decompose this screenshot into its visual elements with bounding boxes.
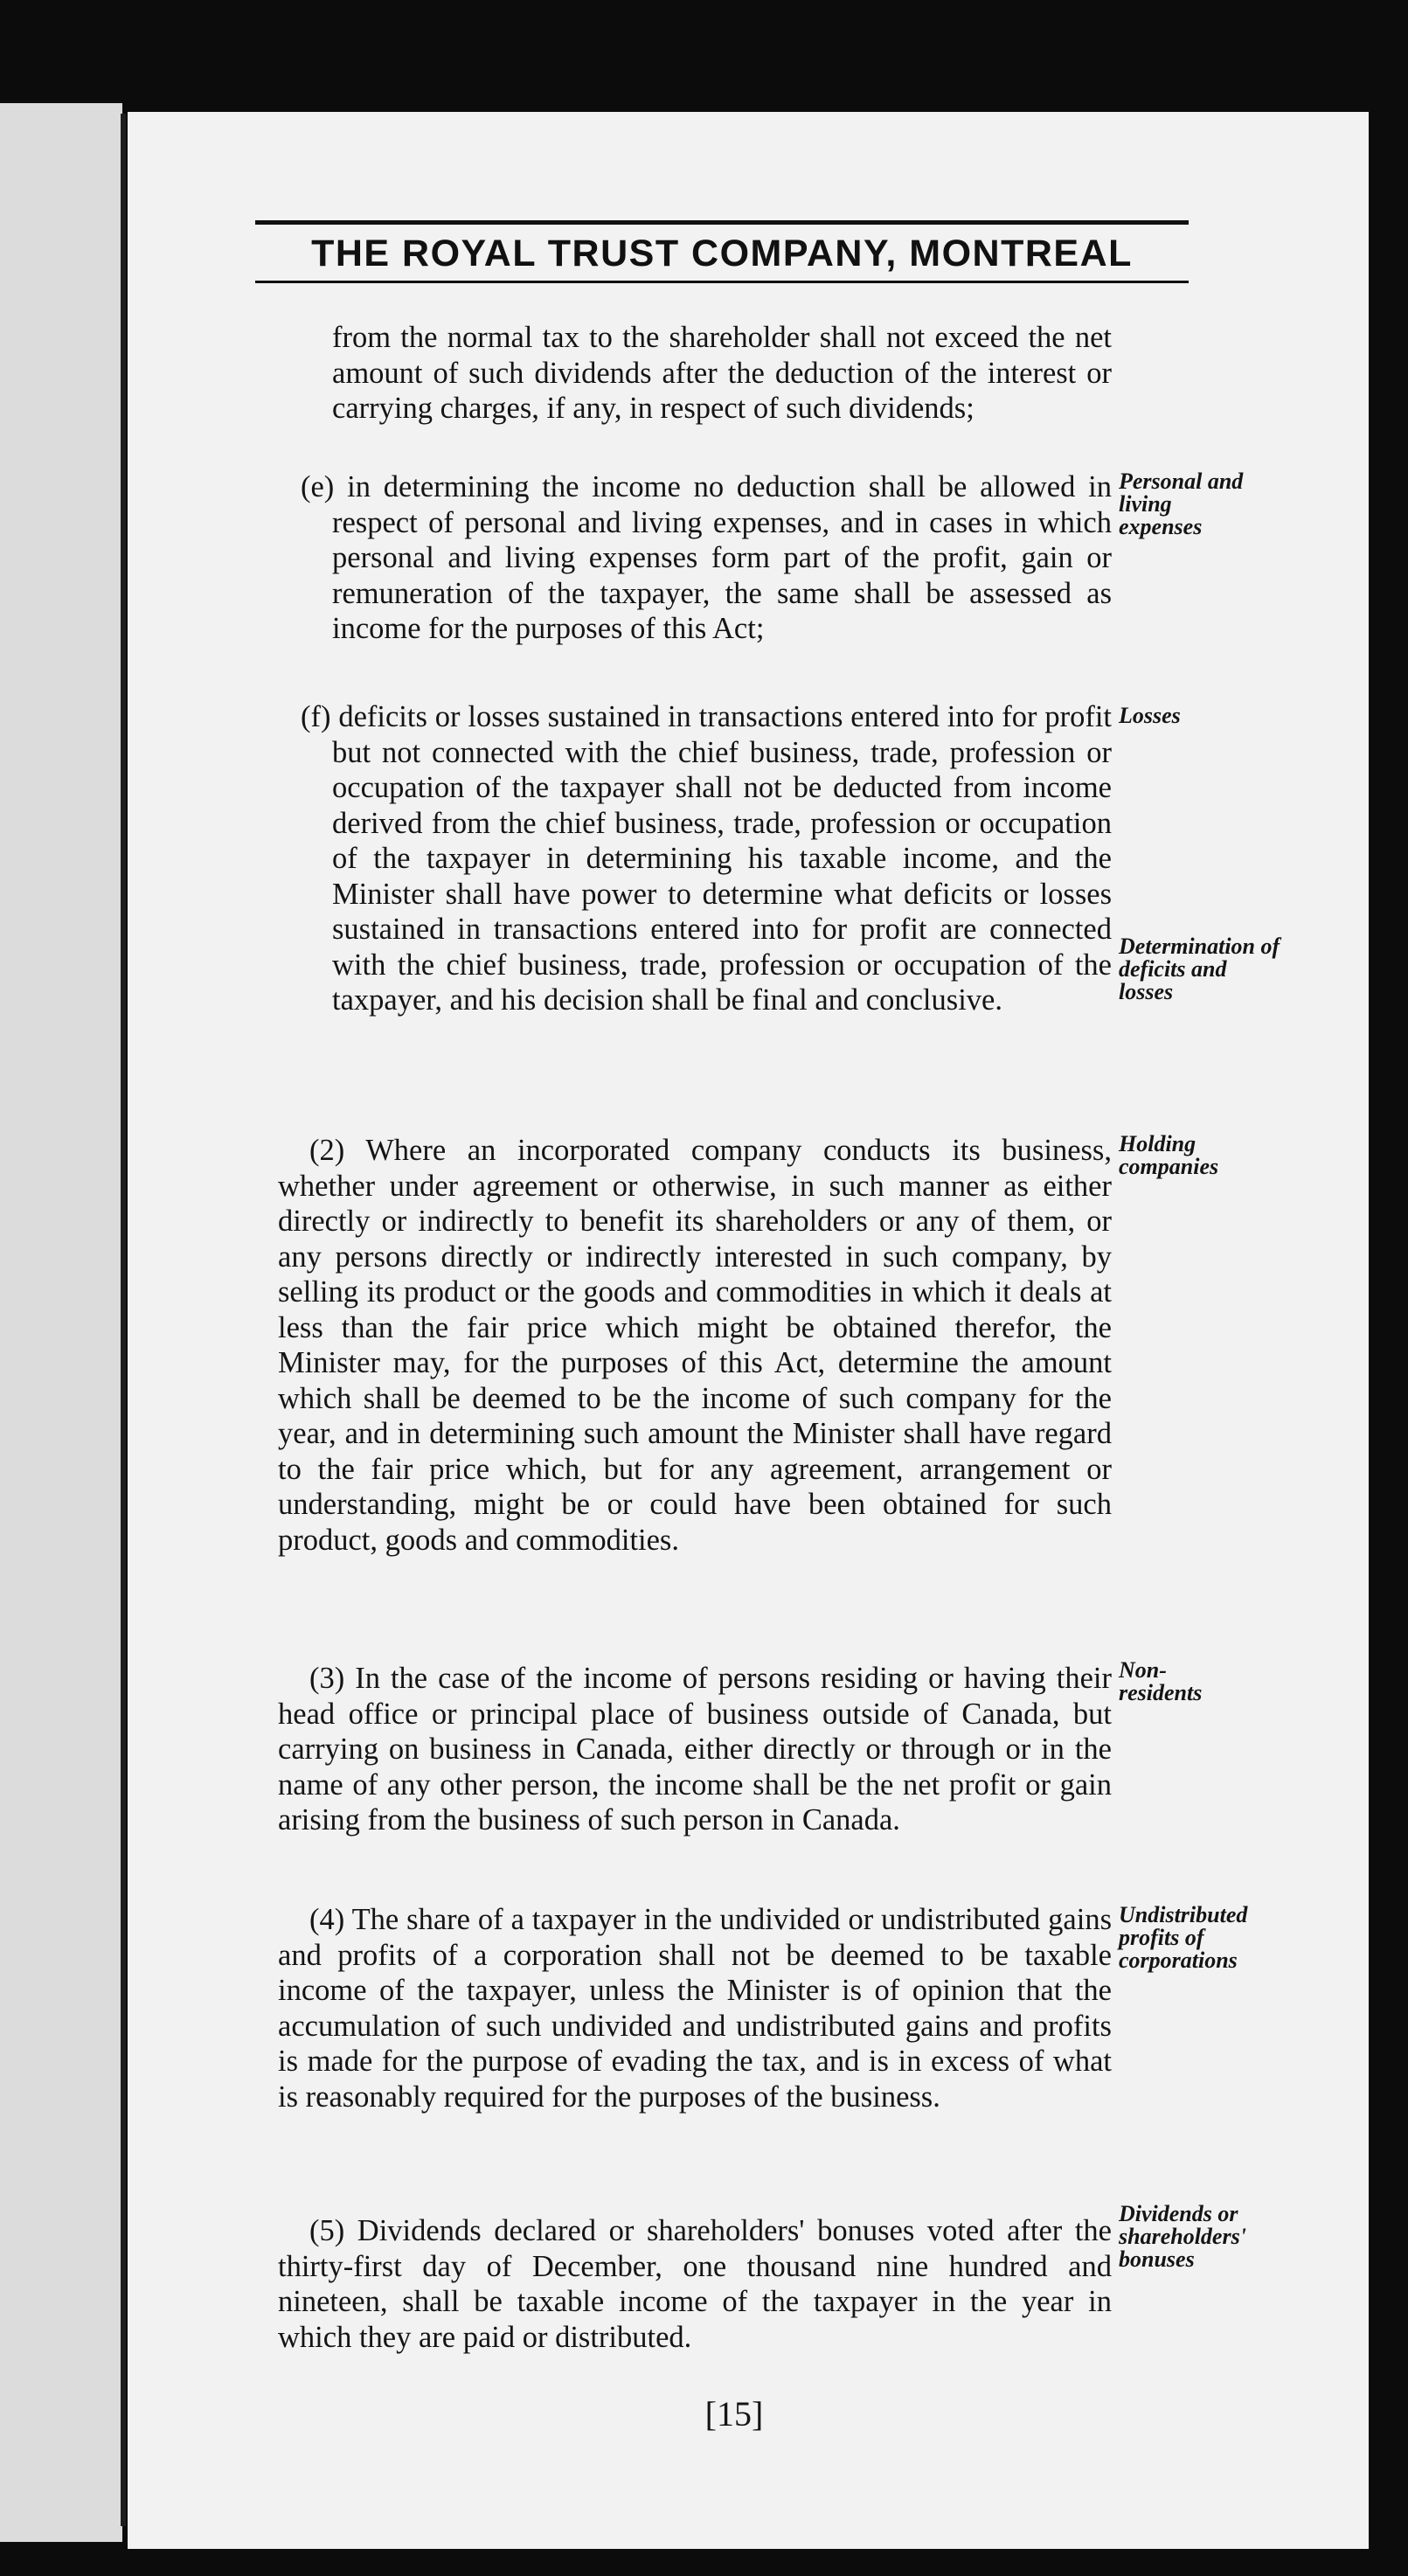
- paragraph-text: (f) deficits or losses sustained in transactions entered into for profit but not connected with the chief business, trade, profession or occupation of the taxpayer shall not be deducted from income derived from the chief business, trade, profession or occupation of the taxpayer in determining his taxable income, and the Minister shall have power to determine what deficits or losses sustained in transactions entered into for profit are connected with the chief business, trade, profession or occupation of the taxpayer, and his decision shall be final and conclusive.: [301, 700, 1112, 1017]
- header-title: THE ROYAL TRUST COMPANY, MONTREAL: [311, 233, 1133, 274]
- subsection-4: [278, 1902, 1112, 2114]
- margin-note-holding: Holding companies: [1119, 1131, 1219, 1179]
- page-number: [15]: [704, 2394, 764, 2434]
- paragraph-text: (2) Where an incorporated company conducts its business, whether under agreement or otherwise, in such manner as either directly or indirectly to benefit its shareholders or any of them, or any persons directly or indirectly interested in such company, by selling its product or the goods and commodities in which it deals at less than the fair price which might be obtained therefor, the Minister may, for the purposes of this Act, determine the amount which shall be deemed to be the income of such company for the year, and in determining such amount the Minister shall have regard to the fair price which, but for any agreement, arrangement or understanding, might be or could have been obtained for such product, goods and commodities.: [278, 1134, 1112, 1557]
- margin-note-personal: Personal and living expenses: [1119, 469, 1244, 539]
- subsection-5: [278, 2213, 1112, 2355]
- paragraph-text: from the normal tax to the shareholder shall not exceed the net amount of such dividends after the deduction of the interest or carrying charges, if any, in respect of such dividends;: [332, 321, 1112, 425]
- paragraph-text: (4) The share of a taxpayer in the undivided or undistributed gains and profits of a corporation shall not be deemed to be taxable income of the taxpayer, unless the Minister is of opinion that the accumulation of such undivided and undistributed gains and profits is made for the purpose of evading the tax, and is in excess of what is reasonably required for the purposes of the business.: [278, 1903, 1112, 2114]
- binding-fold: [121, 114, 126, 2526]
- margin-note-undistributed: Undistributed profits of corporations: [1119, 1902, 1248, 1973]
- margin-note-dividends: Dividends or shareholders' bonuses: [1119, 2201, 1246, 2272]
- clause-e: [301, 469, 1112, 647]
- paragraph-text: (e) in determining the income no deduction shall be allowed in respect of personal and living expenses, and in cases in which personal and living expenses form part of the profit, gain or remuneration of the taxpayer, the same shall be assessed as income for the purposes of this Act;: [301, 470, 1112, 645]
- running-header: [255, 220, 1189, 283]
- margin-note-nonresidents: Non-residents: [1119, 1657, 1203, 1705]
- margin-note-losses: Losses: [1119, 703, 1181, 728]
- paragraph-text: (5) Dividends declared or shareholders' bonuses voted after the thirty-first day of December, one thousand nine hundred and nineteen, shall be taxable income of the taxpayer in the year in which they are paid or distributed.: [278, 2214, 1112, 2354]
- paragraph-text: (3) In the case of the income of persons residing or having their head office or principal place of business outside of Canada, but carrying on business in Canada, either directly or through or in the name of any other person, the income shall be the net profit or gain arising from the business of such person in Canada.: [278, 1662, 1112, 1837]
- margin-note-determination: Determination of deficits and losses: [1119, 934, 1280, 1004]
- continuation-paragraph: [332, 320, 1112, 427]
- left-page-edge: [0, 103, 122, 2542]
- subsection-2: [278, 1133, 1112, 1558]
- clause-f: [301, 699, 1112, 1018]
- subsection-3: [278, 1661, 1112, 1838]
